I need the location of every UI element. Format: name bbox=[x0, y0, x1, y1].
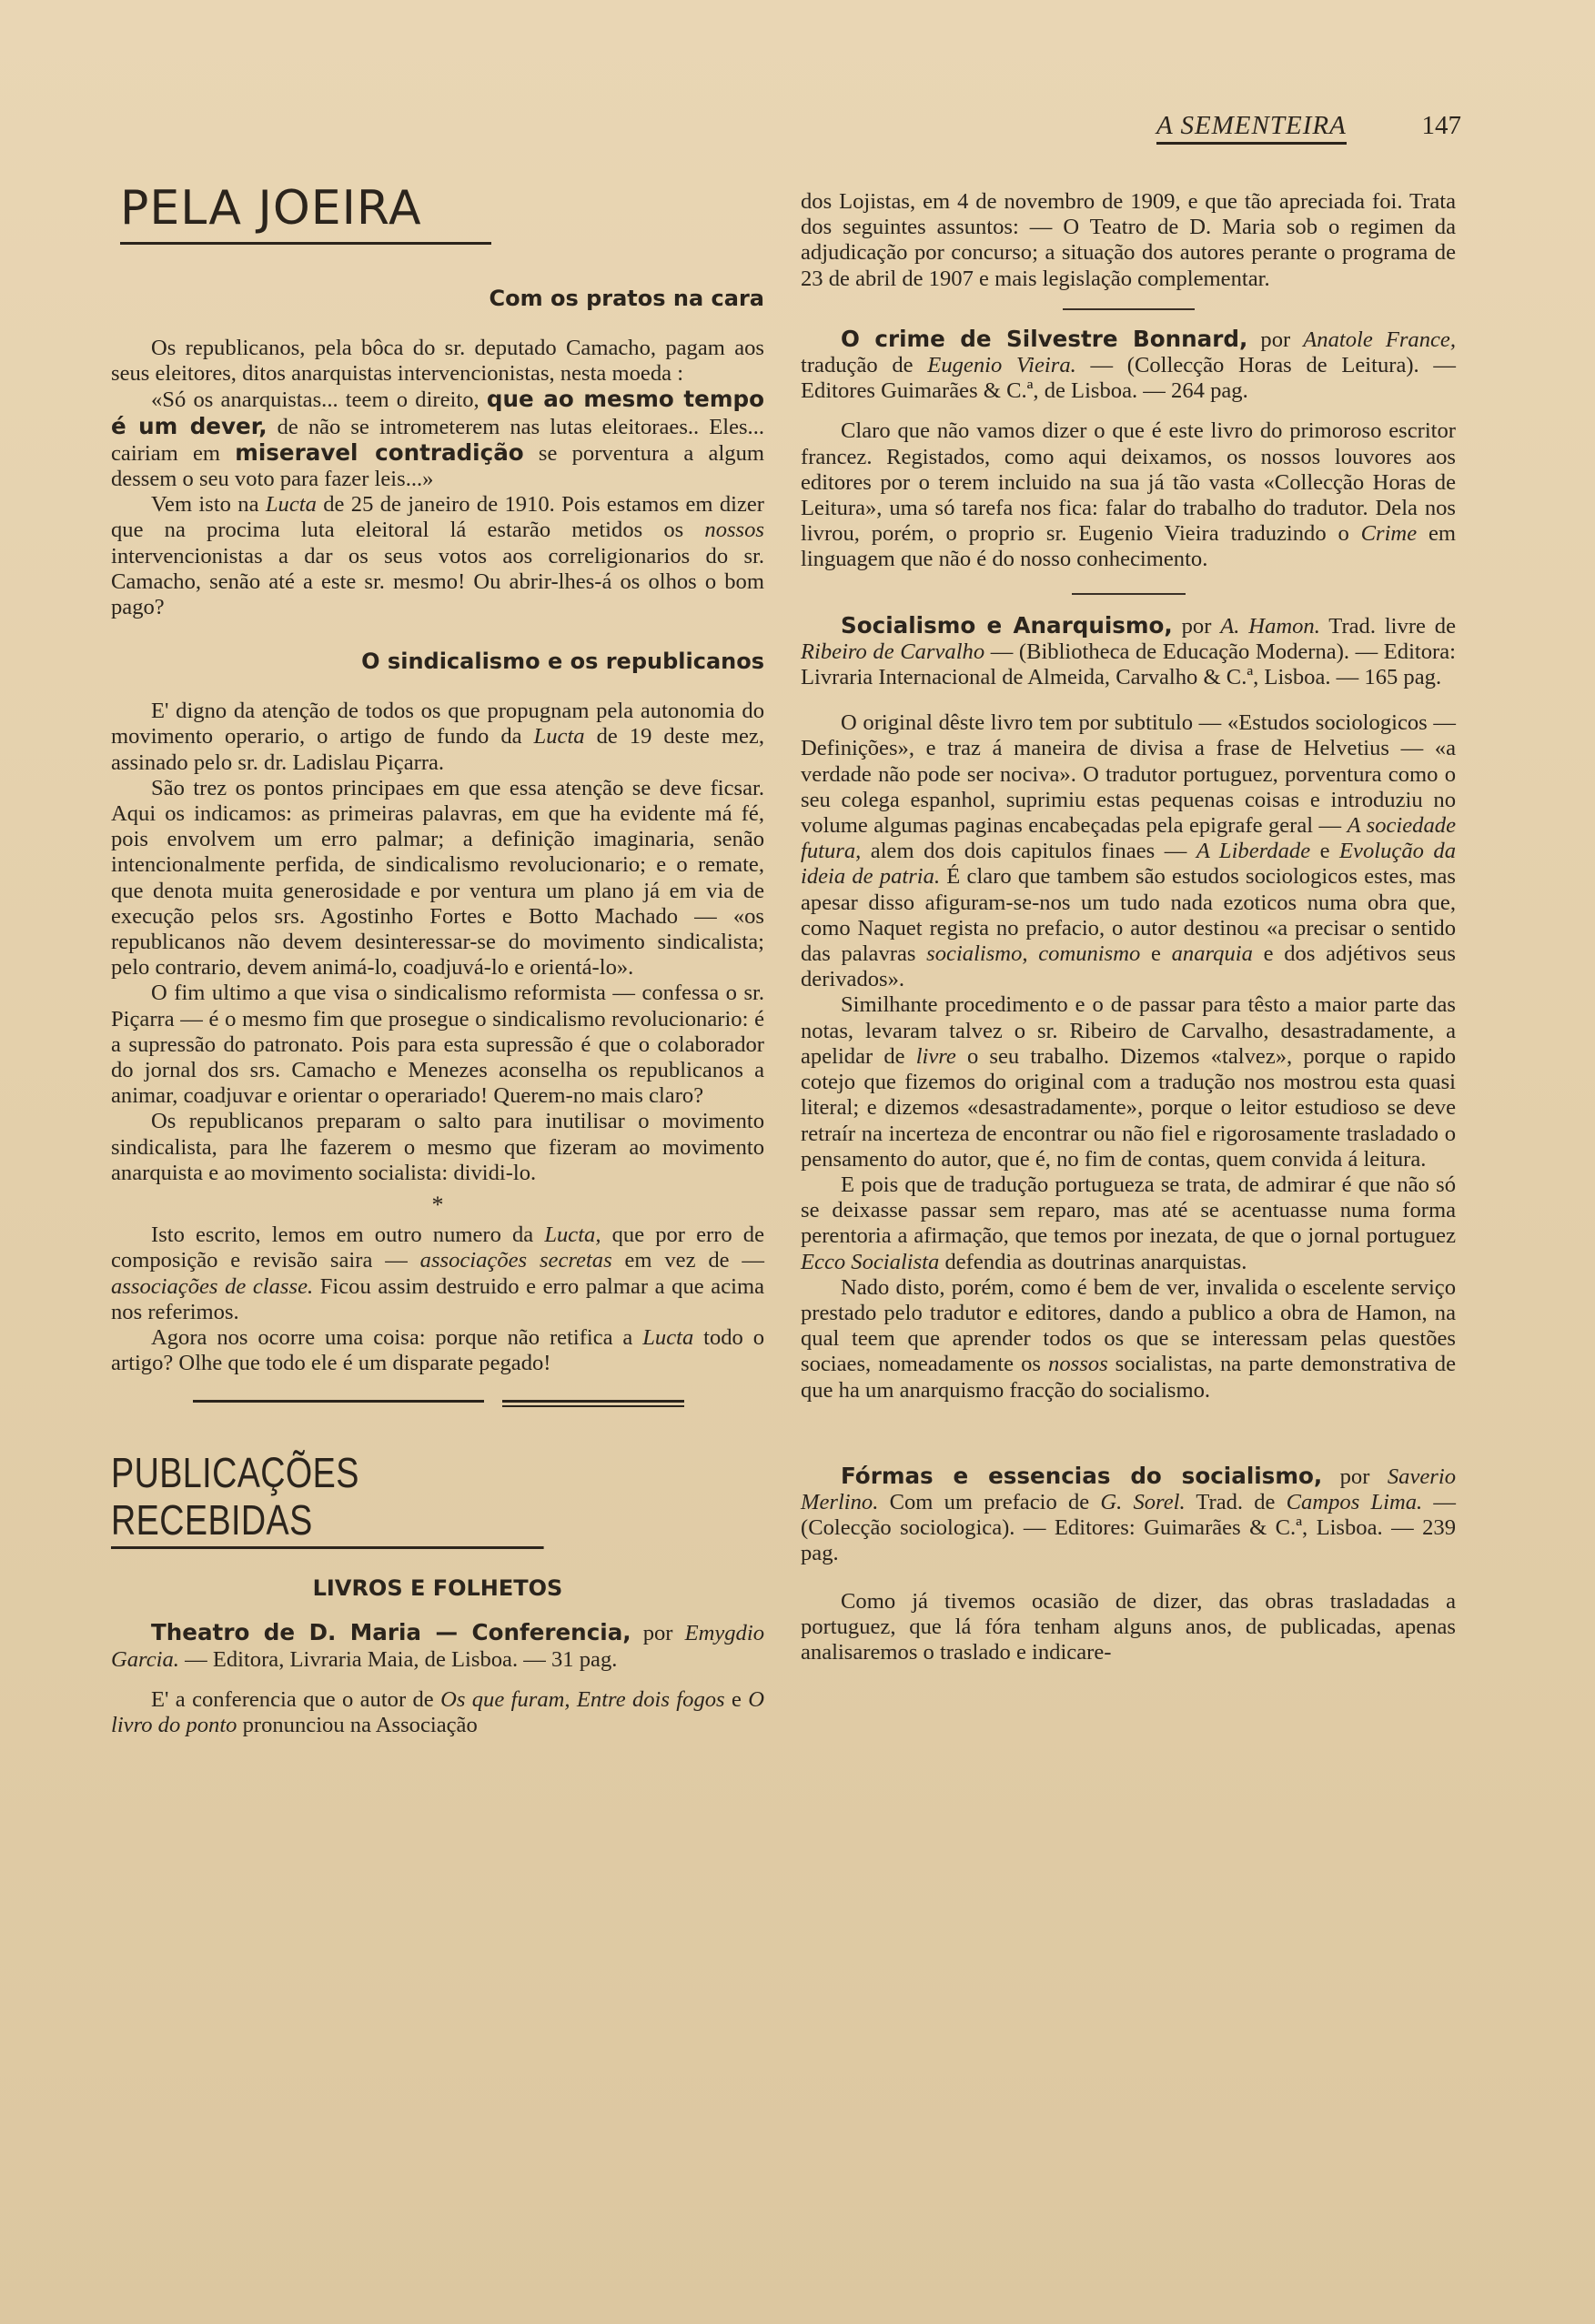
paragraph: Isto escrito, lemos em outro numero da Lucta, que por erro de composição e revisão saira — associações secretas em vez de — associações de classe. Ficou assim destruido e erro palmar a que acima nos referimos. bbox=[111, 1222, 765, 1324]
book-entry: Socialismo e Anarquismo, por A. Hamon. Trad. livre de Ribeiro de Carvalho — (Bibliotheca de Educação Moderna). — Editora: Livraria Internacional de Almeida, Carvalho & C.ª, Lisboa. — 165 pag. bbox=[801, 611, 1456, 690]
paragraph: E' digno da atenção de todos os que propugnam pela autonomia do movimento operario, o artigo de fundo da Lucta de 19 deste mez, assinado pelo sr. dr. Ladislau Piçarra. bbox=[111, 699, 765, 775]
section-title-publicacoes: PUBLICAÇÕES RECEBIDAS bbox=[111, 1449, 544, 1549]
paragraph: Os republicanos preparam o salto para inutilisar o movimento sindicalista, para lhe fazerem o mesmo que fizeram ao movimento anarquista e ao movimento socialista: dividi-lo. bbox=[111, 1109, 764, 1185]
left-column bbox=[111, 182, 764, 1738]
book-entry: Theatro de D. Maria — Conferencia, por Emygdio Garcia. — Editora, Livraria Maia, de Lisboa. — 31 pag. bbox=[111, 1619, 764, 1672]
book-entry: Fórmas e essencias do socialismo, por Saverio Merlino. Com um prefacio de G. Sorel. Trad. de Campos Lima. — (Colecção sociologica). — Editores: Guimarães & C.ª, Lisboa. — 239 pag. bbox=[801, 1462, 1456, 1566]
book-entry: O crime de Silvestre Bonnard, por Anatole France, tradução de Eugenio Vieira. — (Collecção Horas de Leitura). — Editores Guimarães & C.ª, de Lisboa. — 264 pag. bbox=[801, 325, 1457, 404]
section-title-pela-joeira: PELA JOEIRA bbox=[120, 182, 491, 245]
subheading-sindicalismo: O sindicalismo e os republicanos bbox=[361, 649, 764, 675]
paragraph: Similhante procedimento e o de passar para têsto a maior parte das notas, levaram talvez o sr. Ribeiro de Carvalho, desastradamente, a apelidar de livre o seu trabalho. Dizemos «talvez», porque o rapido cotejo que fizemos do original com a tradução nos mostrou esta quasi literal; e dizemos «desastradamente», porque o leitor estudioso se deve retraír na incerteza de encontrar ou não fiel e rigorosamente trasladado o pensamento do autor, que é, no fim de contas, quem convida á leitura. bbox=[801, 992, 1456, 1172]
paragraph: O fim ultimo a que visa o sindicalismo reformista — confessa o sr. Piçarra — é o mesmo fim que prosegue o sindicalismo revolucionario: é a supressão do patronato. Pois para esta supressão é que o colaborador do jornal dos srs. Camacho e Menezes aconselha os republicanos a animar, coadjuvar e orientar o operariado! Querem-no mais claro? bbox=[111, 981, 764, 1109]
page-header bbox=[1151, 107, 1465, 151]
paragraph: E pois que de tradução portugueza se trata, de admirar é que não só se deixasse passar sem reparo, mas até se acentuasse numa forma perentoria a afirmação, que temos por inezata, de que o jornal portuguez Ecco Socialista defendia as doutrinas anarquistas. bbox=[801, 1172, 1456, 1274]
paragraph: São trez os pontos principaes em que essa atenção se deve ficsar. Aqui os indicamos: as primeiras palavras, em que ha evidente má fé, pois envolvem um erro palmar; a definição imaginaria, senão intencionalmente perfida, de sindicalismo revolucionario; e o remate, que denota muita generosidade e por ventura um plano já em via de execução pelos srs. Agostinho Fortes e Botto Machado — «os republicanos não devem desinteressar-se do movimento sindicalista; pelo contrario, devem animá-lo, coadjuvá-lo e orientá-lo». bbox=[111, 775, 764, 981]
subheading-pratos: Com os pratos na cara bbox=[489, 286, 764, 311]
paragraph: dos Lojistas, em 4 de novembro de 1909, e que tão apreciada foi. Trata dos seguintes assuntos: — O Teatro de D. Maria sob o regimen da adjudicação por concurso; a situação dos autores perante o programa de 23 de abril de 1907 e mais legislação complementar. bbox=[801, 189, 1456, 291]
paragraph: Agora nos ocorre uma coisa: porque não retifica a Lucta todo o artigo? Olhe que todo ele é um disparate pegado! bbox=[111, 1324, 764, 1376]
section-divider bbox=[111, 1400, 764, 1409]
paragraph: «Só os anarquistas... teem o direito, que ao mesmo tempo é um dever, de não se intrometerem nas lutas eleitoraes.. Eles... cairiam em miseravel contradição se porventura a algum dessem o seu voto para fazer leis...» bbox=[111, 386, 765, 492]
subheading-livros: LIVROS E FOLHETOS bbox=[312, 1575, 563, 1602]
paragraph: Nado disto, porém, como é bem de ver, invalida o escelente serviço prestado pelo tradutor e editores, dando a publico a obra de Hamon, na qual teem que aprender todos os que se interessam pelas questões sociaes, nomeadamente os nossos socialistas, na parte demonstrativa de que ha um anarquismo fracção do socialismo. bbox=[801, 1274, 1456, 1403]
paragraph: Os republicanos, pela bôca do sr. deputado Camacho, pagam aos seus eleitores, ditos anarquistas intervencionistas, nesta moeda : bbox=[111, 336, 764, 387]
paragraph: Vem isto na Lucta de 25 de janeiro de 1910. Pois estamos em dizer que na procima luta eleitoral lá estarão metidos os nossos intervencionistas a dar os seus votos aos correligionarios do sr. Camacho, senão até a este sr. mesmo! Ou abrir-lhes-á os olhos o bom pago? bbox=[111, 492, 764, 620]
paragraph: E' a conferencia que o autor de Os que furam, Entre dois fogos e O livro do ponto pronunciou na Associação bbox=[111, 1686, 764, 1737]
section-separator: * bbox=[431, 1192, 444, 1219]
paragraph: O original dêste livro tem por subtitulo — «Estudos sociologicos — Definições», e traz á maneira de divisa a frase de Helvetius — «a verdade não pode ser nociva». O tradutor portuguez, porventura como o seu colega espanhol, suprimiu estas pequenas coisas e introduziu no volume algumas paginas encabeçadas pela epigrafe geral — A sociedade futura, alem dos dois capitulos finaes — A Liberdade e Evolução da ideia de patria. É claro que tambem são estudos sociologicos estes, mas apesar disso afiguram-se-nos um tudo nada ezoticos numa obra que, como Naquet regista no prefacio, o autor destinou «a precisar o sentido das palavras socialismo, comunismo e anarquia e dos adjétivos seus derivados». bbox=[801, 710, 1456, 992]
right-column bbox=[801, 189, 1456, 1665]
page-number: 147 bbox=[1421, 111, 1461, 140]
journal-title: A SEMENTEIRA bbox=[1156, 111, 1347, 145]
paragraph: Como já tivemos ocasião de dizer, das obras trasladadas a portuguez, que lá fóra tenham alguns anos, de publicadas, apenas analisaremos o traslado e indicare- bbox=[801, 1588, 1456, 1665]
paragraph: Claro que não vamos dizer o que é este livro do primoroso escritor francez. Registados, como aqui deixamos, os nossos louvores aos editores por o terem incluido na sua já tão vasta «Collecção Horas de Leitura», uma só tarefa nos fica: falar do trabalho do tradutor. Dela nos livrou, porém, o proprio sr. Eugenio Vieira traduzindo o Crime em linguagem que não é do nosso conhecimento. bbox=[801, 418, 1456, 572]
